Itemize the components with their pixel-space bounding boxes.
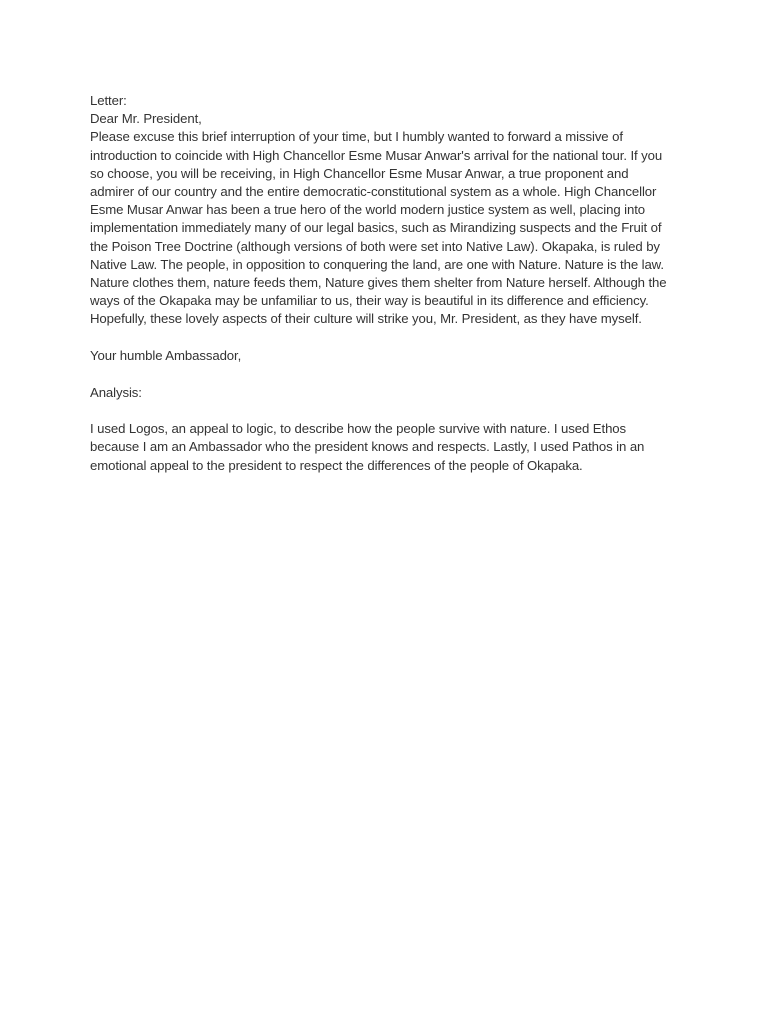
letter-body bbox=[90, 128, 690, 328]
body-line: Native Law. The people, in opposition to conquering the land, are one with Nature. Nature is the law. bbox=[90, 256, 664, 272]
body-line: Esme Musar Anwar has been a true hero of the world modern justice system as well, placing into bbox=[90, 202, 646, 218]
salutation: Dear Mr. President, bbox=[90, 111, 202, 127]
paragraph-gap bbox=[90, 329, 690, 347]
body-line: Nature clothes them, nature feeds them, Nature gives them shelter from Nature herself. Although the bbox=[90, 275, 667, 291]
analysis-heading: Analysis: bbox=[90, 384, 142, 400]
body-line: Please excuse this brief interruption of your time, but I humbly wanted to forward a missive of bbox=[90, 129, 623, 145]
body-line: introduction to coincide with High Chancellor Esme Musar Anwar's arrival for the national tour. If you bbox=[90, 147, 663, 163]
body-line: Hopefully, these lovely aspects of their culture will strike you, Mr. President, as they have myself. bbox=[90, 311, 642, 327]
body-line: implementation immediately many of our legal basics, such as Mirandizing suspects and the Fruit of bbox=[90, 220, 662, 236]
body-line: so choose, you will be receiving, in High Chancellor Esme Musar Anwar, a true proponent and bbox=[90, 165, 629, 181]
document-page bbox=[90, 92, 690, 475]
body-line: the Poison Tree Doctrine (although versions of both were set into Native Law). Okapaka, is ruled by bbox=[90, 238, 660, 254]
analysis-line: emotional appeal to the president to respect the differences of the people of Okapaka. bbox=[90, 457, 583, 473]
paragraph-gap bbox=[90, 365, 690, 383]
analysis-body bbox=[90, 420, 690, 475]
body-line: admirer of our country and the entire democratic-constitutional system as a whole. High Chancellor bbox=[90, 184, 657, 200]
analysis-line: because I am an Ambassador who the president knows and respects. Lastly, I used Pathos in an bbox=[90, 439, 645, 455]
letter-heading: Letter: bbox=[90, 93, 127, 108]
closing: Your humble Ambassador, bbox=[90, 348, 242, 364]
analysis-line: I used Logos, an appeal to logic, to describe how the people survive with nature. I used Ethos bbox=[90, 421, 627, 437]
paragraph-gap bbox=[90, 402, 690, 420]
body-line: ways of the Okapaka may be unfamiliar to us, their way is beautiful in its difference and efficiency. bbox=[90, 293, 649, 309]
